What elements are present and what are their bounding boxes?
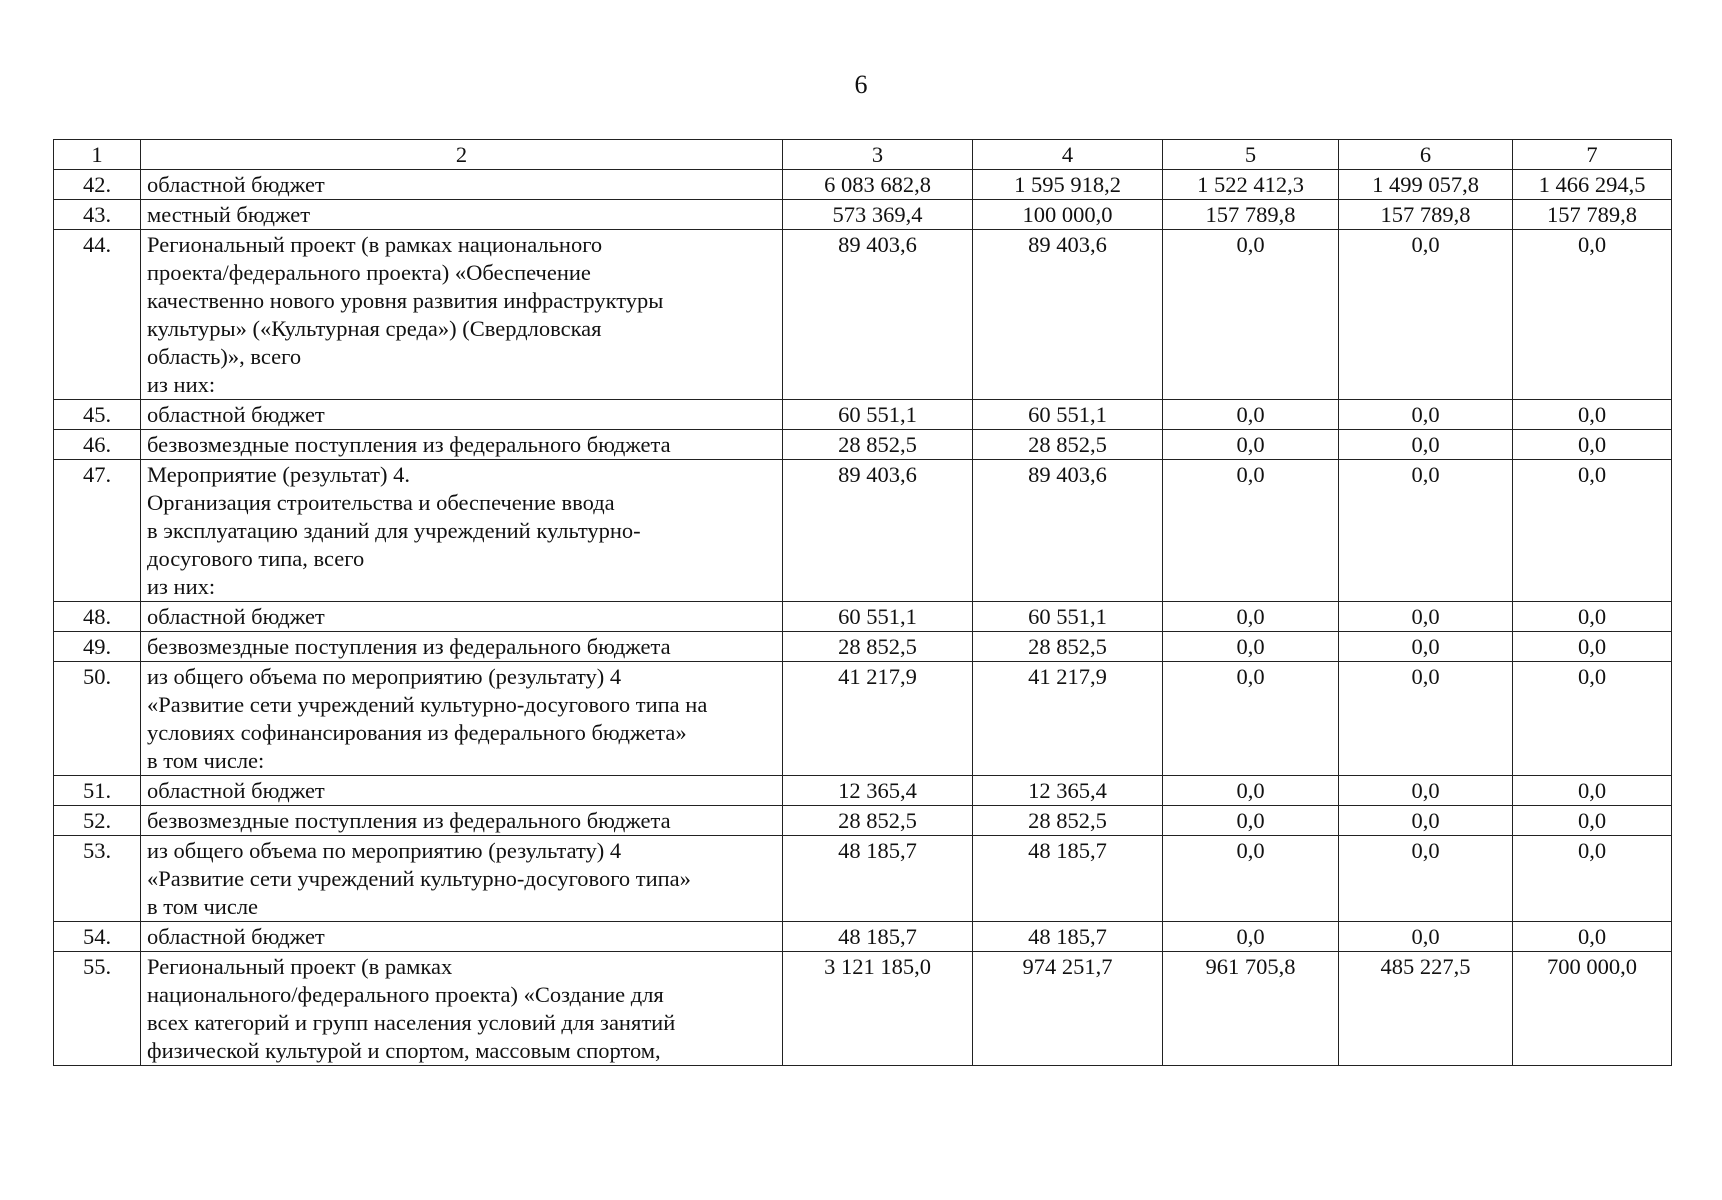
amount-cell: 0,0 <box>1163 632 1339 662</box>
amount-cell: 89 403,6 <box>973 230 1163 400</box>
amount-cell: 0,0 <box>1163 806 1339 836</box>
table-row <box>54 200 1672 230</box>
row-number: 44. <box>54 230 141 400</box>
amount-cell: 0,0 <box>1163 836 1339 922</box>
amount-cell: 89 403,6 <box>783 460 973 602</box>
amount-cell: 1 466 294,5 <box>1513 170 1672 200</box>
amount-cell: 0,0 <box>1513 230 1672 400</box>
amount-cell: 28 852,5 <box>783 430 973 460</box>
row-number: 42. <box>54 170 141 200</box>
amount-cell: 0,0 <box>1163 460 1339 602</box>
row-description: областной бюджет <box>141 922 783 952</box>
amount-cell: 0,0 <box>1339 776 1513 806</box>
table-row <box>54 922 1672 952</box>
row-description: областной бюджет <box>141 602 783 632</box>
amount-cell: 157 789,8 <box>1339 200 1513 230</box>
amount-cell: 12 365,4 <box>973 776 1163 806</box>
page-number: 6 <box>854 70 868 99</box>
amount-cell: 0,0 <box>1513 922 1672 952</box>
amount-cell: 974 251,7 <box>973 952 1163 1066</box>
column-header: 3 <box>783 140 973 170</box>
row-number: 46. <box>54 430 141 460</box>
row-description: Региональный проект (в рамках национального/федерального проекта) «Создание для всех категорий и групп населения условий для занятий физической культурой и спортом, массовым спортом, <box>141 952 783 1066</box>
amount-cell: 0,0 <box>1513 836 1672 922</box>
table-row <box>54 806 1672 836</box>
amount-cell: 485 227,5 <box>1339 952 1513 1066</box>
row-description: Мероприятие (результат) 4. Организация строительства и обеспечение ввода в эксплуатацию зданий для учреждений культурно- досугового типа, всего из них: <box>141 460 783 602</box>
column-header: 5 <box>1163 140 1339 170</box>
amount-cell: 0,0 <box>1339 230 1513 400</box>
table-row <box>54 632 1672 662</box>
amount-cell: 0,0 <box>1339 430 1513 460</box>
amount-cell: 41 217,9 <box>973 662 1163 776</box>
row-number: 45. <box>54 400 141 430</box>
amount-cell: 89 403,6 <box>973 460 1163 602</box>
amount-cell: 48 185,7 <box>783 922 973 952</box>
row-description: областной бюджет <box>141 400 783 430</box>
row-number: 54. <box>54 922 141 952</box>
table-row <box>54 230 1672 400</box>
table-header-row <box>54 140 1672 170</box>
amount-cell: 0,0 <box>1513 400 1672 430</box>
row-description: областной бюджет <box>141 170 783 200</box>
amount-cell: 41 217,9 <box>783 662 973 776</box>
row-number: 48. <box>54 602 141 632</box>
amount-cell: 0,0 <box>1339 602 1513 632</box>
amount-cell: 0,0 <box>1513 776 1672 806</box>
amount-cell: 28 852,5 <box>973 632 1163 662</box>
amount-cell: 48 185,7 <box>973 922 1163 952</box>
amount-cell: 3 121 185,0 <box>783 952 973 1066</box>
amount-cell: 0,0 <box>1339 836 1513 922</box>
column-header: 7 <box>1513 140 1672 170</box>
amount-cell: 48 185,7 <box>783 836 973 922</box>
table-row <box>54 400 1672 430</box>
column-header: 6 <box>1339 140 1513 170</box>
amount-cell: 0,0 <box>1163 776 1339 806</box>
amount-cell: 48 185,7 <box>973 836 1163 922</box>
row-number: 52. <box>54 806 141 836</box>
table-row <box>54 662 1672 776</box>
row-description: из общего объема по мероприятию (результату) 4 «Развитие сети учреждений культурно-досугового типа» в том числе <box>141 836 783 922</box>
table-row <box>54 430 1672 460</box>
amount-cell: 0,0 <box>1513 662 1672 776</box>
amount-cell: 0,0 <box>1339 632 1513 662</box>
amount-cell: 700 000,0 <box>1513 952 1672 1066</box>
amount-cell: 961 705,8 <box>1163 952 1339 1066</box>
amount-cell: 1 595 918,2 <box>973 170 1163 200</box>
amount-cell: 157 789,8 <box>1513 200 1672 230</box>
amount-cell: 28 852,5 <box>783 806 973 836</box>
amount-cell: 0,0 <box>1163 430 1339 460</box>
amount-cell: 0,0 <box>1163 602 1339 632</box>
column-header: 4 <box>973 140 1163 170</box>
amount-cell: 0,0 <box>1163 662 1339 776</box>
table-row <box>54 460 1672 602</box>
row-description: безвозмездные поступления из федерального бюджета <box>141 806 783 836</box>
amount-cell: 0,0 <box>1513 430 1672 460</box>
amount-cell: 60 551,1 <box>973 400 1163 430</box>
table-row <box>54 602 1672 632</box>
amount-cell: 0,0 <box>1513 602 1672 632</box>
amount-cell: 0,0 <box>1513 632 1672 662</box>
row-description: местный бюджет <box>141 200 783 230</box>
amount-cell: 60 551,1 <box>973 602 1163 632</box>
row-number: 49. <box>54 632 141 662</box>
amount-cell: 0,0 <box>1339 460 1513 602</box>
amount-cell: 28 852,5 <box>973 806 1163 836</box>
amount-cell: 0,0 <box>1339 922 1513 952</box>
amount-cell: 1 499 057,8 <box>1339 170 1513 200</box>
table-row <box>54 170 1672 200</box>
row-number: 53. <box>54 836 141 922</box>
amount-cell: 0,0 <box>1163 922 1339 952</box>
amount-cell: 0,0 <box>1339 806 1513 836</box>
row-description: Региональный проект (в рамках национального проекта/федерального проекта) «Обеспечение качественно нового уровня развития инфраструктуры культуры» («Культурная среда») (Свердловская область)», всего из них: <box>141 230 783 400</box>
amount-cell: 0,0 <box>1163 230 1339 400</box>
row-number: 43. <box>54 200 141 230</box>
amount-cell: 0,0 <box>1513 460 1672 602</box>
column-header: 2 <box>141 140 783 170</box>
amount-cell: 0,0 <box>1339 400 1513 430</box>
budget-table <box>53 139 1672 1066</box>
amount-cell: 28 852,5 <box>973 430 1163 460</box>
row-number: 47. <box>54 460 141 602</box>
amount-cell: 0,0 <box>1339 662 1513 776</box>
column-header: 1 <box>54 140 141 170</box>
row-description: безвозмездные поступления из федерального бюджета <box>141 632 783 662</box>
table-row <box>54 952 1672 1066</box>
amount-cell: 60 551,1 <box>783 602 973 632</box>
amount-cell: 6 083 682,8 <box>783 170 973 200</box>
amount-cell: 100 000,0 <box>973 200 1163 230</box>
amount-cell: 1 522 412,3 <box>1163 170 1339 200</box>
amount-cell: 0,0 <box>1163 400 1339 430</box>
amount-cell: 60 551,1 <box>783 400 973 430</box>
amount-cell: 89 403,6 <box>783 230 973 400</box>
amount-cell: 157 789,8 <box>1163 200 1339 230</box>
table-row <box>54 776 1672 806</box>
amount-cell: 573 369,4 <box>783 200 973 230</box>
amount-cell: 0,0 <box>1513 806 1672 836</box>
row-description: областной бюджет <box>141 776 783 806</box>
amount-cell: 28 852,5 <box>783 632 973 662</box>
row-number: 55. <box>54 952 141 1066</box>
row-number: 50. <box>54 662 141 776</box>
amount-cell: 12 365,4 <box>783 776 973 806</box>
table-row <box>54 836 1672 922</box>
row-description: из общего объема по мероприятию (результату) 4 «Развитие сети учреждений культурно-досугового типа на условиях софинансирования из федерального бюджета» в том числе: <box>141 662 783 776</box>
row-description: безвозмездные поступления из федерального бюджета <box>141 430 783 460</box>
row-number: 51. <box>54 776 141 806</box>
